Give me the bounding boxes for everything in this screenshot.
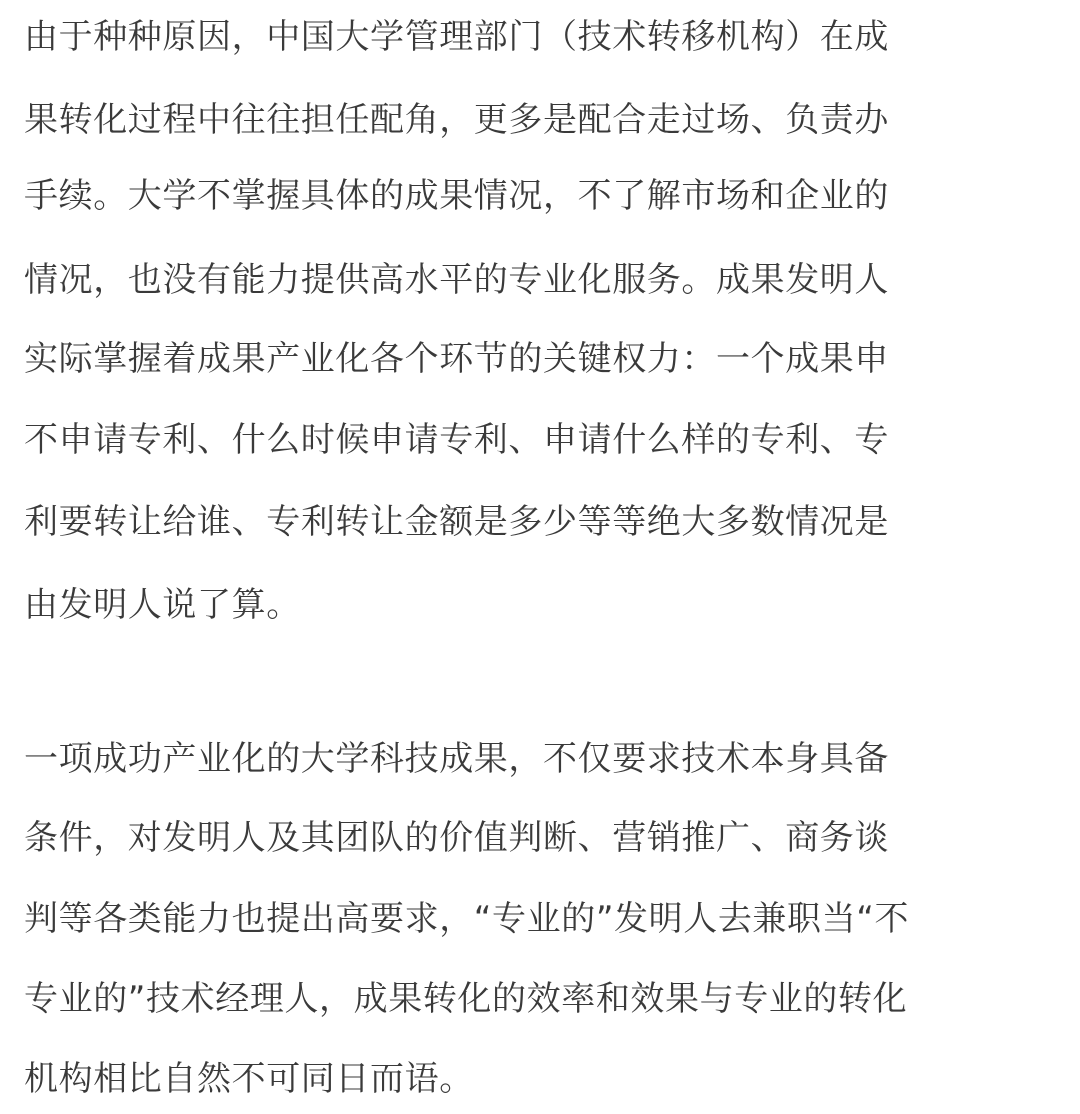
paragraph-line: 利要转让给谁、专利转让金额是多少等等绝大多数情况是	[24, 502, 889, 542]
paragraph-line: 实际掌握着成果产业化各个环节的关键权力：一个成果申	[24, 339, 889, 379]
paragraph-line: 判等各类能力也提出高要求，“专业的”发明人去兼职当“不	[24, 899, 910, 939]
paragraph-line: 机构相比自然不可同日而语。	[24, 1059, 474, 1099]
paragraph-line: 手续。大学不掌握具体的成果情况，不了解市场和企业的	[24, 176, 889, 216]
paragraph-line: 一项成功产业化的大学科技成果，不仅要求技术本身具备	[24, 739, 889, 779]
paragraph-line: 不申请专利、什么时候申请专利、申请什么样的专利、专	[24, 420, 889, 460]
paragraph-line: 情况，也没有能力提供高水平的专业化服务。成果发明人	[24, 260, 889, 300]
paragraph-line: 条件，对发明人及其团队的价值判断、营销推广、商务谈	[24, 818, 889, 858]
paragraph-line: 果转化过程中往往担任配角，更多是配合走过场、负责办	[24, 100, 889, 140]
paragraph-line: 由于种种原因，中国大学管理部门（技术转移机构）在成	[24, 17, 889, 57]
paragraph-line: 专业的”技术经理人，成果转化的效率和效果与专业的转化	[24, 979, 908, 1019]
paragraph-line: 由发明人说了算。	[24, 585, 301, 625]
